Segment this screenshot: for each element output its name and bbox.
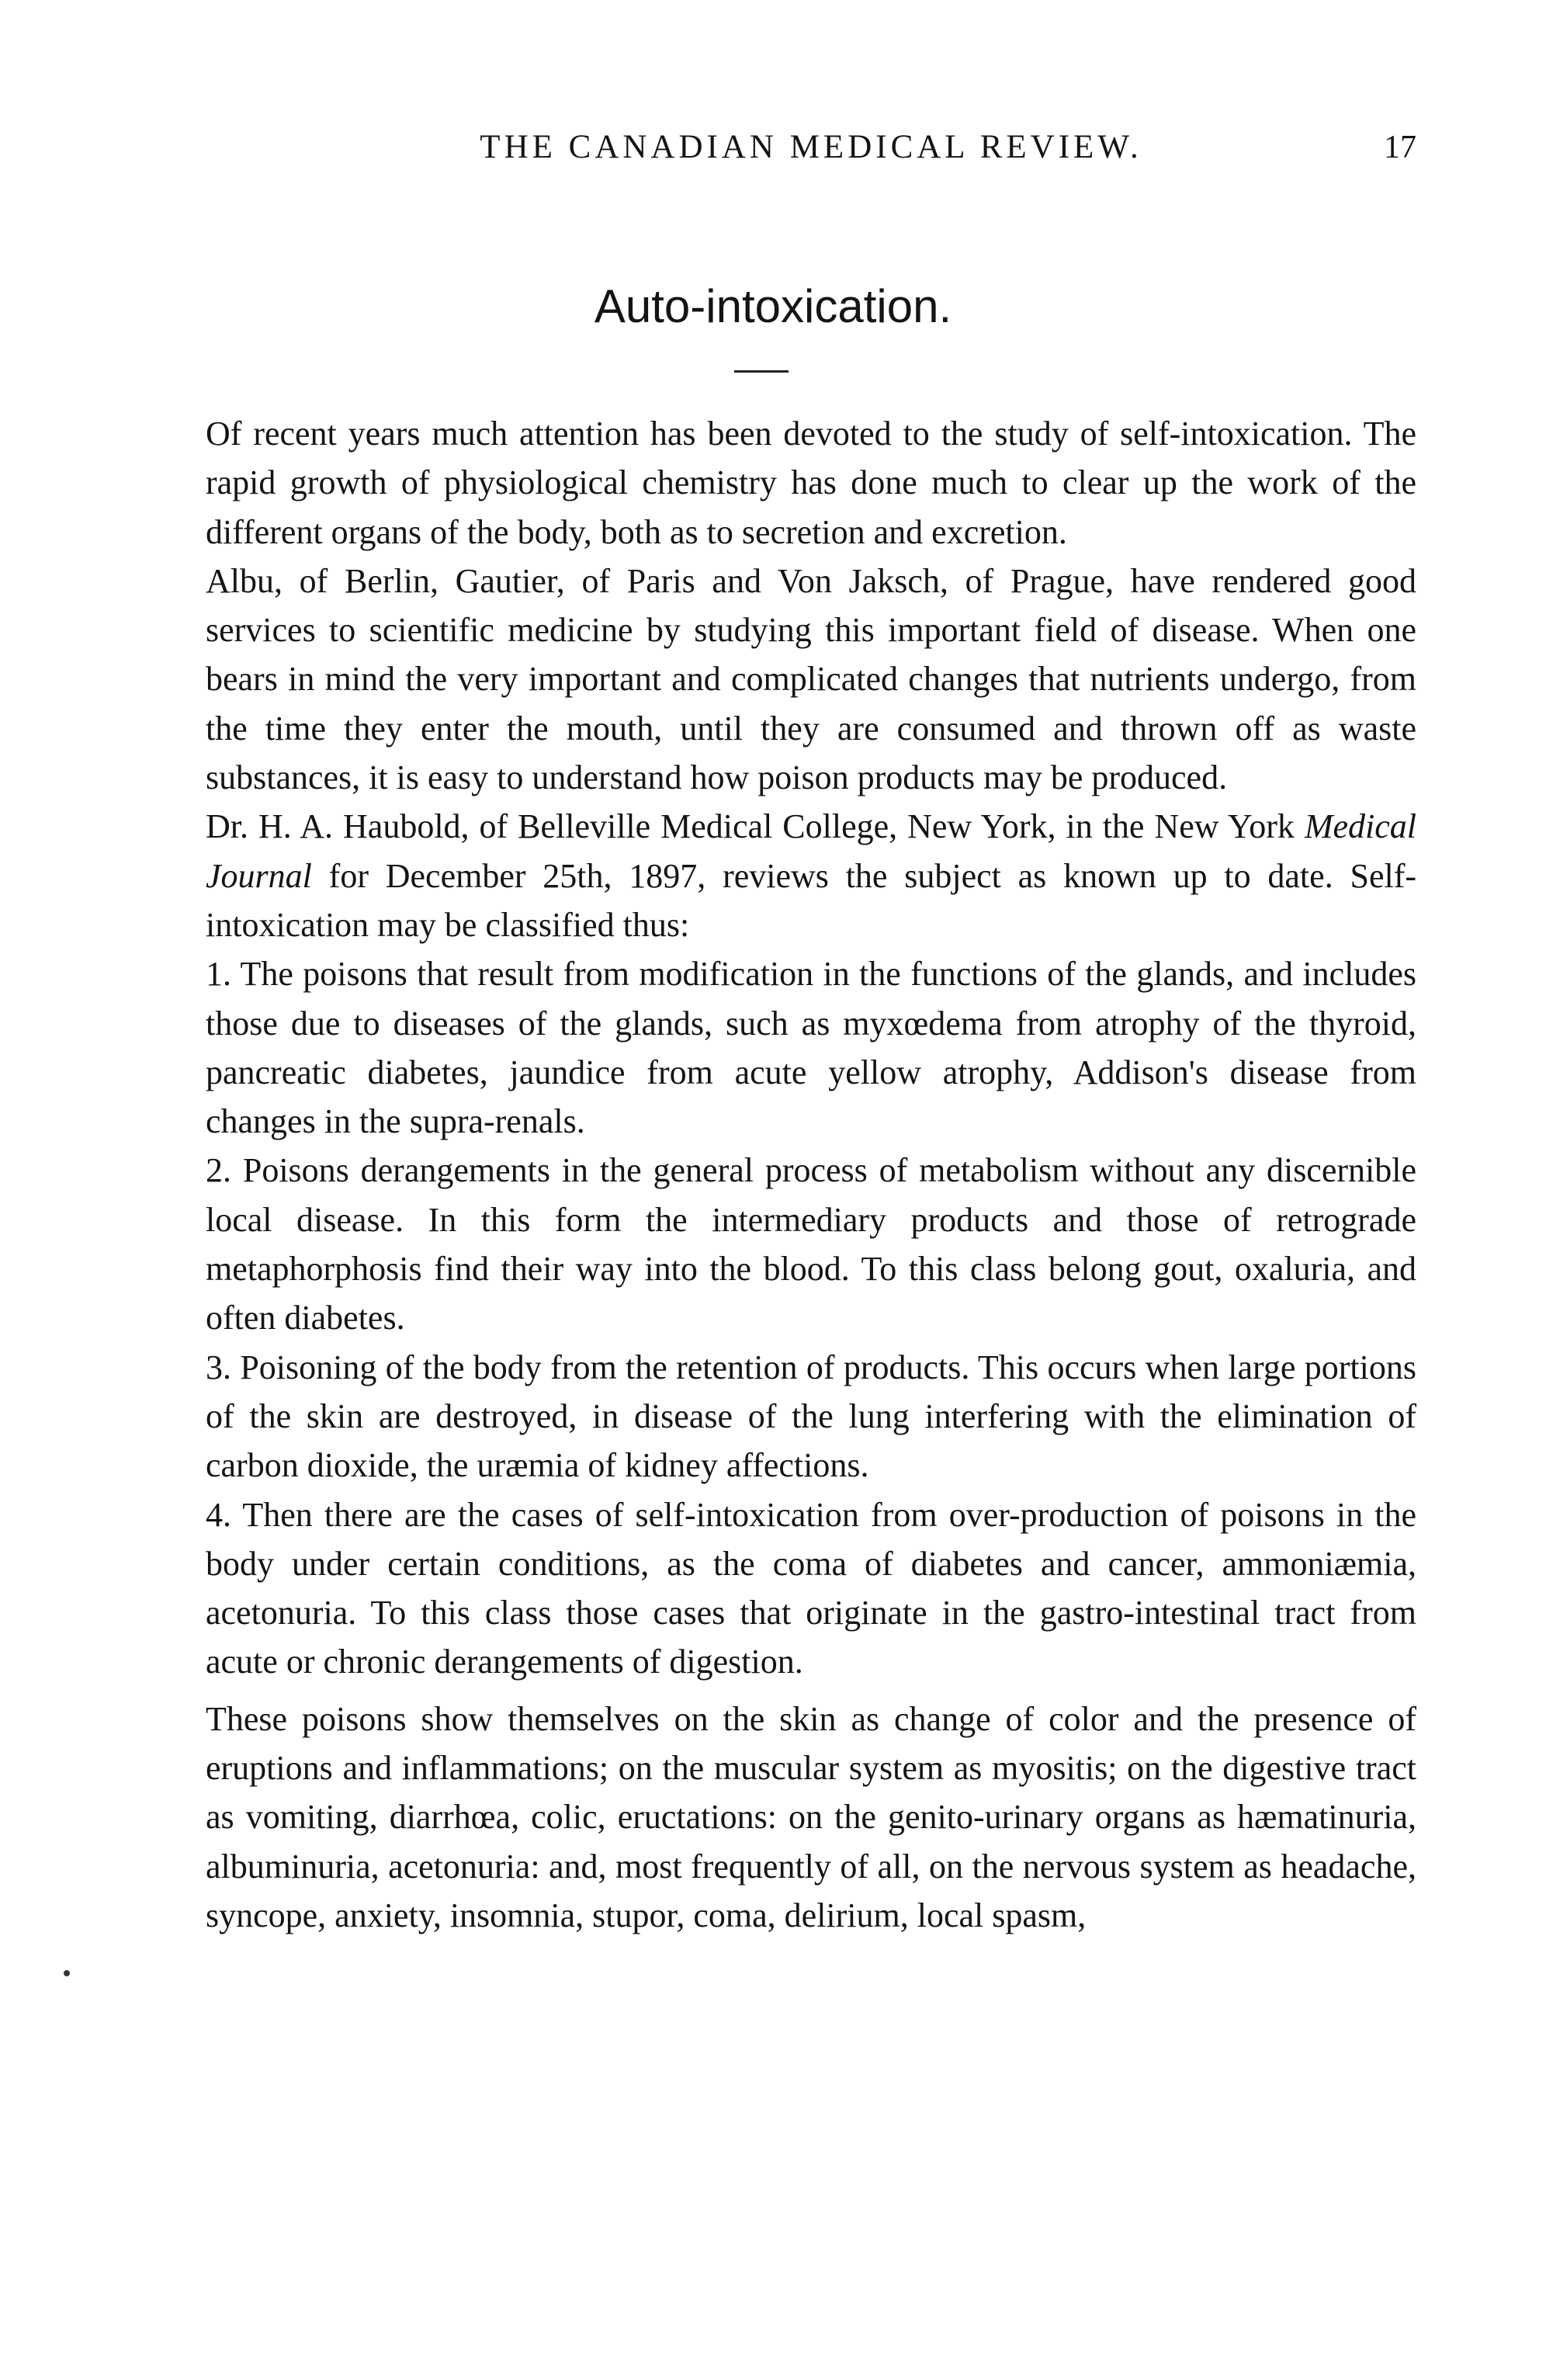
list-item-3: 3. Poisoning of the body from the retention of products. This occurs when large portions of the skin are destroyed, in disease of the lung interfering with the elimination of carbon dioxide, the uræmia of kidney affections.	[206, 1348, 1416, 1485]
title-rule	[734, 370, 789, 373]
page-number: 17	[1384, 130, 1416, 165]
paragraph-haubold	[206, 802, 1416, 949]
article-title: Auto-intoxication.	[594, 280, 952, 332]
journal-title-italic: Medical Journal	[206, 807, 1416, 895]
running-head	[206, 124, 1416, 171]
paragraph-intro: Of recent years much attention has been devoted to the study of self-intoxication. The rapid growth of physiological chemistry has done much to clear up the work of the different organs of the body, both as to secretion and excretion.	[206, 415, 1416, 551]
paragraph-haubold-text-after: for December 25th, 1897, reviews the subject as known up to date. Self-intoxication may be classified thus:	[206, 856, 1416, 944]
paragraph-haubold-text-before: Dr. H. A. Haubold, of Belleville Medical College, New York, in the New York	[206, 807, 1305, 846]
list-item-2: 2. Poisons derangements in the general process of metabolism without any discernible local disease. In this form the intermediary products and those of retrograde metaphorphosis find their way into the blood. To this class belong gout, oxaluria, and often diabetes.	[206, 1151, 1416, 1337]
running-title: THE CANADIAN MEDICAL REVIEW.	[480, 129, 1142, 165]
paragraph-symptoms: These poisons show themselves on the skin as change of color and the presence of eruptions and inflammations; on the muscular system as myositis; on the digestive tract as vomiting, diarrhœa, colic, eructations: on the genito-urinary organs as hæmatinuria, albuminuria, acetonuria: and, most frequently of all, on the nervous system as headache, syncope, anxiety, insomnia, stupor, coma, delirium, local spasm,	[206, 1699, 1416, 1934]
list-item-4: 4. Then there are the cases of self-intoxication from over-production of poisons in the body under certain conditions, as the coma of diabetes and cancer, ammoniæmia, acetonuria. To this class those cases that originate in the gastro-intestinal tract from acute or chronic derangements of digestion.	[206, 1495, 1416, 1681]
article-body	[206, 409, 1416, 1940]
paragraph-researchers: Albu, of Berlin, Gautier, of Paris and Von Jaksch, of Prague, have rendered good services to scientific medicine by studying this important field of disease. When one bears in mind the very important and complicated changes that nutrients undergo, from the time they enter the mouth, until they are consumed and thrown off as waste substances, it is easy to understand how poison products may be produced.	[206, 561, 1416, 797]
list-item-1: 1. The poisons that result from modification in the functions of the glands, and includes those due to diseases of the glands, such as myxœdema from atrophy of the thyroid, pancreatic diabetes, jaundice from acute yellow atrophy, Addison's disease from changes in the supra-renals.	[206, 955, 1416, 1141]
stray-ink-mark	[64, 1970, 70, 1976]
